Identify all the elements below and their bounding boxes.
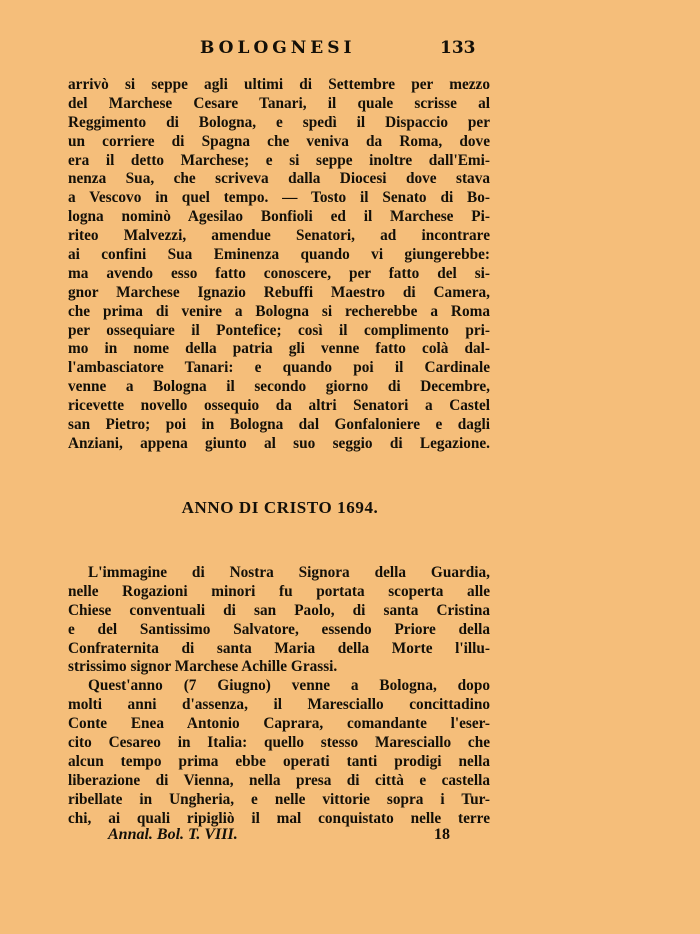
text-line: arrivò si seppe agli ultimi di Settembre per mezzo — [68, 76, 490, 93]
text-line: venne a Bologna il secondo giorno di Decembre, — [68, 378, 490, 396]
section-heading: ANNO DI CRISTO 1694. — [181, 498, 379, 517]
text-line: molti anni d'assenza, il Maresciallo concittadino — [68, 696, 490, 714]
text-line: era il detto Marchese; e si seppe inoltre dall'Emi- — [68, 151, 490, 169]
text-line: ma avendo esso fatto conoscere, per fatto del si- — [68, 264, 490, 282]
signature-mark: Annal. Bol. T. VIII. — [108, 826, 238, 843]
text-line: ricevette novello ossequio da altri Senatori a Castel — [68, 397, 490, 415]
text-line: L'immagine di Nostra Signora della Guardia, — [88, 564, 490, 581]
text-line: Reggimento di Bologna, e spedì il Dispaccio per — [68, 113, 490, 131]
text-line: strissimo signor Marchese Achille Grassi. — [68, 658, 338, 676]
text-line: e del Santissimo Salvatore, essendo Priore della — [68, 620, 490, 638]
text-line: gnor Marchese Ignazio Rebuffi Maestro di Camera, — [68, 283, 490, 301]
paragraph-guardia — [68, 564, 490, 677]
sheet-number: 18 — [434, 826, 450, 843]
text-line: che prima di venire a Bologna si recherebbe a Roma — [68, 302, 490, 320]
text-line: per ossequiare il Pontefice; così il complimento pri- — [68, 321, 490, 339]
page-header — [0, 38, 700, 64]
text-line: Chiese conventuali di san Paolo, di santa Cristina — [68, 601, 490, 619]
paragraph-continued — [68, 76, 490, 454]
text-line: liberazione di Vienna, nella presa di città e castella — [68, 771, 490, 789]
text-line: ai confini Sua Eminenza quando vi giungerebbe: — [68, 246, 490, 264]
text-line: mo in nome della patria gli venne fatto colà dal- — [68, 340, 490, 358]
text-line: un corriere di Spagna che veniva da Roma, dove — [68, 132, 490, 150]
text-line: Confraternita di santa Maria della Morte l'illu- — [68, 639, 490, 657]
text-line: del Marchese Cesare Tanari, il quale scrisse al — [68, 94, 490, 112]
text-line: cito Cesareo in Italia: quello stesso Maresciallo che — [68, 734, 490, 752]
text-line: logna nominò Agesilao Bonfioli ed il Marchese Pi- — [68, 208, 490, 226]
text-line: nenza Sua, che scriveva dalla Diocesi dove stava — [68, 170, 490, 188]
running-title: BOLOGNESI — [200, 38, 356, 58]
page-footer — [0, 826, 700, 848]
body-paragraphs — [68, 564, 490, 828]
page-number: 133 — [440, 38, 476, 58]
text-line: riteo Malvezzi, amendue Senatori, ad incontrare — [68, 227, 490, 245]
text-line: Anziani, appena giunto al suo seggio di Legazione. — [68, 434, 490, 452]
text-line: ribellate in Ungheria, e nelle vittorie sopra i Tur- — [68, 790, 490, 808]
text-line: san Pietro; poi in Bologna dal Gonfaloniere e dagli — [68, 416, 490, 434]
text-line: Quest'anno (7 Giugno) venne a Bologna, dopo — [88, 677, 490, 695]
text-line: l'ambasciatore Tanari: e quando poi il Cardinale — [68, 359, 490, 377]
text-line: a Vescovo in quel tempo. — Tosto il Senato di Bo- — [68, 189, 490, 207]
text-line: nelle Rogazioni minori fu portata scoperta alle — [68, 582, 490, 600]
paragraph-caprara — [68, 677, 490, 828]
text-line: Conte Enea Antonio Caprara, comandante l'eser- — [68, 715, 490, 733]
text-line: alcun tempo prima ebbe operati tanti prodigi nella — [68, 752, 490, 770]
text-line: chi, ai quali ripigliò il mal conquistato nelle terre — [68, 809, 490, 827]
